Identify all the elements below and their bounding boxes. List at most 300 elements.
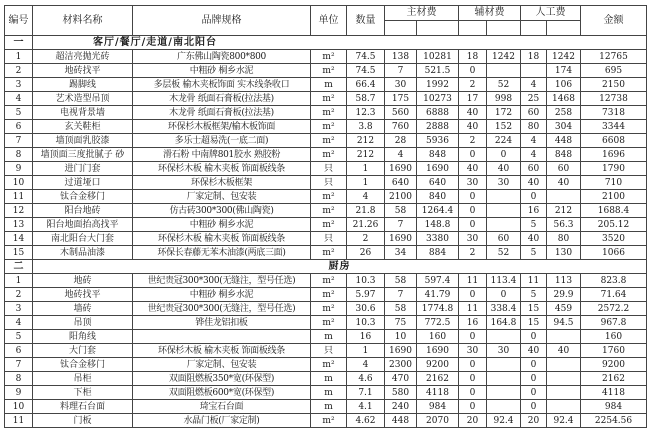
header-amount: 金额 [581, 6, 647, 36]
cell-labor-unit-price: 60 [521, 162, 547, 176]
cell-brand-spec: 铧佳龙铝扣板 [133, 316, 311, 330]
cell-unit: m² [311, 288, 347, 302]
table-row [5, 316, 647, 330]
cell-quantity: 10.3 [347, 316, 385, 330]
cell-unit: m [311, 372, 347, 386]
cell-amount: 710 [581, 176, 647, 190]
section-title: 客厅/餐厅/走道/南北阳台 [33, 36, 647, 50]
cell-quantity: 4 [347, 358, 385, 372]
cell-unit: m² [311, 246, 347, 260]
header-main-material: 主材费 [385, 6, 459, 21]
cell-main-total: 4118 [417, 386, 459, 400]
cell-brand-spec: 环保杉木板 榆木夹板 饰面板线条 [133, 232, 311, 246]
cell-unit: m² [311, 218, 347, 232]
cell-material-name: 钛合金移门 [33, 190, 133, 204]
cell-labor-unit-price: 5 [521, 288, 547, 302]
cell-labor-total: 29.9 [547, 288, 581, 302]
header-main-sub-a [385, 21, 417, 36]
cell-unit: m [311, 330, 347, 344]
cell-main-total: 1774.8 [417, 302, 459, 316]
cell-quantity: 26 [347, 246, 385, 260]
cell-main-unit-price: 10 [385, 330, 417, 344]
cell-aux-total [487, 330, 521, 344]
cell-unit: m² [311, 50, 347, 64]
cell-material-name: 过道垭口 [33, 176, 133, 190]
cell-unit: 只 [311, 162, 347, 176]
cell-main-total: 160 [417, 330, 459, 344]
cell-amount: 1066 [581, 246, 647, 260]
table-row [5, 288, 647, 302]
section-header-row [5, 36, 647, 50]
cell-labor-total [547, 372, 581, 386]
table-row [5, 400, 647, 414]
cell-aux-unit-price: 11 [459, 274, 487, 288]
cell-labor-unit-price: 11 [521, 274, 547, 288]
cell-material-name: 墙顶面三度批腻子 砂 [33, 148, 133, 162]
cell-quantity: 1 [347, 344, 385, 358]
cell-aux-total: 113.4 [487, 274, 521, 288]
cell-amount: 1760 [581, 344, 647, 358]
cell-main-total: 884 [417, 246, 459, 260]
cell-no: 9 [5, 386, 33, 400]
cell-brand-spec: 厂家定制、包安装 [133, 190, 311, 204]
cell-unit: m² [311, 120, 347, 134]
cell-brand-spec: 环保杉木板框架 [133, 176, 311, 190]
cell-quantity: 16 [347, 330, 385, 344]
cell-material-name: 玄关鞋柜 [33, 120, 133, 134]
cell-aux-unit-price: 40 [459, 120, 487, 134]
cell-main-total: 1690 [417, 162, 459, 176]
cell-aux-unit-price: 16 [459, 316, 487, 330]
cell-no: 8 [5, 372, 33, 386]
cell-aux-total: 164.8 [487, 316, 521, 330]
cell-aux-unit-price: 30 [459, 176, 487, 190]
cell-no: 3 [5, 302, 33, 316]
cell-labor-unit-price [521, 64, 547, 78]
cell-amount: 2100 [581, 190, 647, 204]
cell-main-total: 640 [417, 176, 459, 190]
cell-amount: 205.12 [581, 218, 647, 232]
cell-aux-unit-price: 40 [459, 162, 487, 176]
cell-aux-unit-price: 0 [459, 204, 487, 218]
cell-aux-unit-price: 0 [459, 386, 487, 400]
cell-brand-spec: 广东佛山陶瓷800*800 [133, 50, 311, 64]
cell-labor-total: 113 [547, 274, 581, 288]
cell-quantity: 1 [347, 162, 385, 176]
cell-amount: 1688.4 [581, 204, 647, 218]
cell-main-total: 984 [417, 400, 459, 414]
cell-quantity: 58.7 [347, 92, 385, 106]
cell-aux-total: 60 [487, 232, 521, 246]
cell-quantity: 5.97 [347, 288, 385, 302]
table-row [5, 414, 647, 428]
cell-main-total: 2162 [417, 372, 459, 386]
cell-unit: m [311, 386, 347, 400]
header-no: 编号 [5, 6, 33, 36]
cell-amount: 71.64 [581, 288, 647, 302]
cell-main-unit-price: 58 [385, 302, 417, 316]
cell-main-unit-price: 175 [385, 92, 417, 106]
table-row [5, 302, 647, 316]
header-material-name: 材料名称 [33, 6, 133, 36]
cell-aux-total [487, 204, 521, 218]
cell-unit: 只 [311, 232, 347, 246]
cell-brand-spec: 仿古砖300*300(佛山陶瓷) [133, 204, 311, 218]
cell-labor-total: 459 [547, 302, 581, 316]
cell-material-name: 进门门套 [33, 162, 133, 176]
cell-aux-total: 30 [487, 344, 521, 358]
cell-aux-total: 40 [487, 162, 521, 176]
cell-no: 2 [5, 288, 33, 302]
table-row [5, 246, 647, 260]
cell-no: 4 [5, 92, 33, 106]
cell-material-name: 地砖找平 [33, 64, 133, 78]
cell-labor-total: 258 [547, 106, 581, 120]
cell-labor-total: 80 [547, 232, 581, 246]
cell-labor-unit-price: 60 [521, 106, 547, 120]
header-labor-sub-b [547, 21, 581, 36]
cell-unit: m [311, 78, 347, 92]
cell-amount: 1790 [581, 162, 647, 176]
cell-aux-unit-price: 11 [459, 302, 487, 316]
header-brand-spec: 品牌规格 [133, 6, 311, 36]
cell-unit: m² [311, 64, 347, 78]
table-row [5, 204, 647, 218]
cell-labor-unit-price: 18 [521, 50, 547, 64]
cell-main-total: 5936 [417, 134, 459, 148]
cell-labor-total: 106 [547, 78, 581, 92]
cell-no: 7 [5, 134, 33, 148]
cell-brand-spec: 滑石粉 中南牌801胶水 熟胶粉 [133, 148, 311, 162]
cell-labor-unit-price: 40 [521, 344, 547, 358]
cell-labor-unit-price: 15 [521, 302, 547, 316]
cell-material-name: 木制品油漆 [33, 246, 133, 260]
cell-brand-spec: 木龙骨 纸面石膏板(拉法基) [133, 92, 311, 106]
section-header-row [5, 260, 647, 274]
cell-main-unit-price: 448 [385, 414, 417, 428]
cell-labor-total [547, 330, 581, 344]
cell-amount: 967.8 [581, 316, 647, 330]
header-unit: 单位 [311, 6, 347, 36]
cell-quantity: 21.26 [347, 218, 385, 232]
cell-main-total: 6888 [417, 106, 459, 120]
cell-labor-unit-price: 0 [521, 400, 547, 414]
cell-unit: 只 [311, 344, 347, 358]
quotation-table [4, 5, 647, 428]
cell-quantity: 212 [347, 134, 385, 148]
cell-material-name: 阳台地砖 [33, 204, 133, 218]
cell-quantity: 2 [347, 232, 385, 246]
cell-aux-unit-price: 0 [459, 64, 487, 78]
cell-aux-total: 52 [487, 78, 521, 92]
cell-labor-total: 60 [547, 162, 581, 176]
cell-brand-spec: 中粗砂 桐乡水泥 [133, 64, 311, 78]
header-main-sub-b [417, 21, 459, 36]
cell-no: 2 [5, 64, 33, 78]
cell-labor-unit-price: 4 [521, 134, 547, 148]
cell-brand-spec: 中粗砂 桐乡水泥 [133, 288, 311, 302]
cell-amount: 2572.2 [581, 302, 647, 316]
cell-no: 3 [5, 78, 33, 92]
cell-main-unit-price: 34 [385, 246, 417, 260]
cell-unit: m² [311, 274, 347, 288]
cell-labor-total: 304 [547, 120, 581, 134]
cell-aux-unit-price: 0 [459, 400, 487, 414]
cell-quantity: 4 [347, 190, 385, 204]
cell-brand-spec: 木龙骨 纸面石膏板(拉法基) [133, 106, 311, 120]
cell-quantity: 74.5 [347, 64, 385, 78]
cell-main-unit-price: 138 [385, 50, 417, 64]
cell-aux-unit-price: 2 [459, 78, 487, 92]
table-row [5, 176, 647, 190]
cell-aux-unit-price: 0 [459, 190, 487, 204]
cell-labor-unit-price: 0 [521, 330, 547, 344]
cell-amount: 2162 [581, 372, 647, 386]
table-row [5, 274, 647, 288]
cell-unit: m² [311, 106, 347, 120]
cell-material-name: 墙顶面乳胶漆 [33, 134, 133, 148]
cell-labor-unit-price: 25 [521, 92, 547, 106]
table-row [5, 120, 647, 134]
cell-material-name: 南北阳台大门套 [33, 232, 133, 246]
header-labor-sub-a [521, 21, 547, 36]
table-row [5, 372, 647, 386]
table-row [5, 106, 647, 120]
table-row [5, 358, 647, 372]
cell-labor-unit-price: 15 [521, 316, 547, 330]
cell-main-unit-price: 2100 [385, 190, 417, 204]
cell-main-total: 772.5 [417, 316, 459, 330]
cell-brand-spec: 水晶门板(厂家定制) [133, 414, 311, 428]
header-aux-sub-b [487, 21, 521, 36]
cell-aux-unit-price: 20 [459, 414, 487, 428]
cell-amount: 1696 [581, 148, 647, 162]
cell-main-total: 3380 [417, 232, 459, 246]
cell-material-name: 钛合金移门 [33, 358, 133, 372]
cell-labor-unit-price: 80 [521, 120, 547, 134]
cell-aux-unit-price: 17 [459, 92, 487, 106]
cell-main-unit-price: 640 [385, 176, 417, 190]
cell-amount: 4118 [581, 386, 647, 400]
cell-aux-total: 152 [487, 120, 521, 134]
cell-aux-unit-price: 18 [459, 50, 487, 64]
section-index: 一 [5, 36, 33, 50]
cell-brand-spec: 环保杉木板框架/榆木板饰面 [133, 120, 311, 134]
cell-amount: 984 [581, 400, 647, 414]
cell-amount: 2150 [581, 78, 647, 92]
cell-material-name: 电视背景墙 [33, 106, 133, 120]
cell-no: 10 [5, 400, 33, 414]
cell-brand-spec: 双面阻燃板350*宽(环保型) [133, 372, 311, 386]
cell-material-name: 踢脚线 [33, 78, 133, 92]
cell-labor-unit-price: 0 [521, 190, 547, 204]
cell-main-unit-price: 580 [385, 386, 417, 400]
cell-unit: m² [311, 358, 347, 372]
cell-material-name: 吊柜 [33, 372, 133, 386]
cell-amount: 3520 [581, 232, 647, 246]
cell-main-unit-price: 1690 [385, 162, 417, 176]
header-quantity: 数量 [347, 6, 385, 36]
cell-unit: m² [311, 316, 347, 330]
cell-aux-unit-price: 40 [459, 106, 487, 120]
cell-main-unit-price: 7 [385, 218, 417, 232]
cell-no: 14 [5, 232, 33, 246]
cell-quantity: 7.1 [347, 386, 385, 400]
cell-main-unit-price: 240 [385, 400, 417, 414]
cell-labor-total [547, 386, 581, 400]
cell-labor-unit-price: 40 [521, 232, 547, 246]
table-row [5, 50, 647, 64]
cell-unit: m [311, 400, 347, 414]
cell-brand-spec: 中粗砂 桐乡水泥 [133, 218, 311, 232]
cell-brand-spec [133, 330, 311, 344]
cell-brand-spec: 环保长春藤无苯木油漆(两底三面) [133, 246, 311, 260]
cell-brand-spec: 环保杉木板 榆木夹板 饰面板线条 [133, 162, 311, 176]
cell-amount: 9200 [581, 358, 647, 372]
cell-aux-unit-price: 0 [459, 218, 487, 232]
quotation-sheet [4, 5, 646, 426]
cell-quantity: 10.3 [347, 274, 385, 288]
cell-quantity: 4.62 [347, 414, 385, 428]
cell-main-unit-price: 470 [385, 372, 417, 386]
cell-no: 13 [5, 218, 33, 232]
cell-material-name: 吊顶 [33, 316, 133, 330]
cell-aux-total: 0 [487, 148, 521, 162]
cell-main-unit-price: 560 [385, 106, 417, 120]
section-title: 厨房 [33, 260, 647, 274]
cell-aux-unit-price: 2 [459, 134, 487, 148]
cell-labor-unit-price: 5 [521, 246, 547, 260]
cell-labor-total: 848 [547, 148, 581, 162]
cell-labor-total: 1242 [547, 50, 581, 64]
cell-main-total: 1690 [417, 344, 459, 358]
cell-main-total: 9200 [417, 358, 459, 372]
cell-no: 6 [5, 120, 33, 134]
cell-no: 1 [5, 274, 33, 288]
cell-main-unit-price: 75 [385, 316, 417, 330]
cell-labor-unit-price: 20 [521, 414, 547, 428]
cell-quantity: 74.5 [347, 50, 385, 64]
cell-aux-total [487, 358, 521, 372]
cell-labor-unit-price: 0 [521, 372, 547, 386]
table-row [5, 218, 647, 232]
cell-aux-total: 338.4 [487, 302, 521, 316]
cell-labor-total [547, 190, 581, 204]
header-aux-material: 辅材费 [459, 6, 521, 21]
cell-material-name: 艺术造型吊顶 [33, 92, 133, 106]
cell-amount: 3344 [581, 120, 647, 134]
cell-main-total: 10281 [417, 50, 459, 64]
cell-aux-total [487, 372, 521, 386]
cell-main-unit-price: 7 [385, 64, 417, 78]
cell-aux-unit-price: 30 [459, 232, 487, 246]
cell-aux-total: 92.4 [487, 414, 521, 428]
cell-main-unit-price: 58 [385, 204, 417, 218]
cell-brand-spec: 世纪贵冠300*300(无缝注，型号任选) [133, 302, 311, 316]
cell-main-total: 2070 [417, 414, 459, 428]
table-row [5, 232, 647, 246]
cell-material-name: 料理石台面 [33, 400, 133, 414]
cell-material-name: 大门套 [33, 344, 133, 358]
cell-labor-total [547, 400, 581, 414]
cell-no: 11 [5, 414, 33, 428]
cell-unit: m² [311, 302, 347, 316]
cell-material-name: 地砖 [33, 274, 133, 288]
cell-no: 12 [5, 204, 33, 218]
cell-brand-spec: 厂家定制、包安装 [133, 358, 311, 372]
cell-aux-total [487, 190, 521, 204]
cell-no: 15 [5, 246, 33, 260]
cell-aux-unit-price: 0 [459, 148, 487, 162]
cell-brand-spec: 琦宝石台面 [133, 400, 311, 414]
table-row [5, 330, 647, 344]
cell-labor-total: 40 [547, 176, 581, 190]
cell-labor-unit-price: 16 [521, 204, 547, 218]
cell-main-total: 840 [417, 190, 459, 204]
cell-no: 1 [5, 50, 33, 64]
cell-material-name: 下柜 [33, 386, 133, 400]
cell-material-name: 阳台地面抬高找平 [33, 218, 133, 232]
cell-labor-unit-price: 40 [521, 176, 547, 190]
cell-quantity: 4.6 [347, 372, 385, 386]
cell-no: 5 [5, 106, 33, 120]
cell-main-total: 1264.4 [417, 204, 459, 218]
cell-material-name: 超洁亮抛光砖 [33, 50, 133, 64]
cell-labor-total: 92.4 [547, 414, 581, 428]
table-body [5, 36, 647, 428]
cell-amount: 160 [581, 330, 647, 344]
table-row [5, 134, 647, 148]
cell-labor-unit-price: 0 [521, 358, 547, 372]
cell-unit: m² [311, 92, 347, 106]
cell-main-total: 41.79 [417, 288, 459, 302]
cell-main-unit-price: 30 [385, 78, 417, 92]
cell-unit: m² [311, 148, 347, 162]
cell-no: 9 [5, 162, 33, 176]
cell-aux-total [487, 218, 521, 232]
cell-aux-unit-price: 0 [459, 330, 487, 344]
cell-quantity: 4.1 [347, 400, 385, 414]
cell-aux-total [487, 400, 521, 414]
cell-no: 4 [5, 316, 33, 330]
cell-brand-spec: 多层板 榆木夹板饰面 实木线条收口 [133, 78, 311, 92]
cell-amount: 6608 [581, 134, 647, 148]
cell-aux-total: 998 [487, 92, 521, 106]
cell-no: 6 [5, 344, 33, 358]
cell-no: 11 [5, 190, 33, 204]
cell-no: 10 [5, 176, 33, 190]
cell-aux-unit-price: 2 [459, 246, 487, 260]
cell-labor-total: 130 [547, 246, 581, 260]
cell-quantity: 3.8 [347, 120, 385, 134]
cell-aux-total: 224 [487, 134, 521, 148]
cell-main-unit-price: 58 [385, 274, 417, 288]
cell-aux-total: 52 [487, 246, 521, 260]
cell-aux-total [487, 386, 521, 400]
cell-main-total: 1992 [417, 78, 459, 92]
table-row [5, 92, 647, 106]
cell-main-unit-price: 760 [385, 120, 417, 134]
cell-aux-unit-price: 0 [459, 372, 487, 386]
cell-unit: m² [311, 204, 347, 218]
cell-material-name: 墙砖 [33, 302, 133, 316]
cell-main-total: 597.4 [417, 274, 459, 288]
cell-quantity: 1 [347, 176, 385, 190]
table-row [5, 190, 647, 204]
cell-material-name: 地砖找平 [33, 288, 133, 302]
cell-labor-total: 40 [547, 344, 581, 358]
cell-no: 5 [5, 330, 33, 344]
